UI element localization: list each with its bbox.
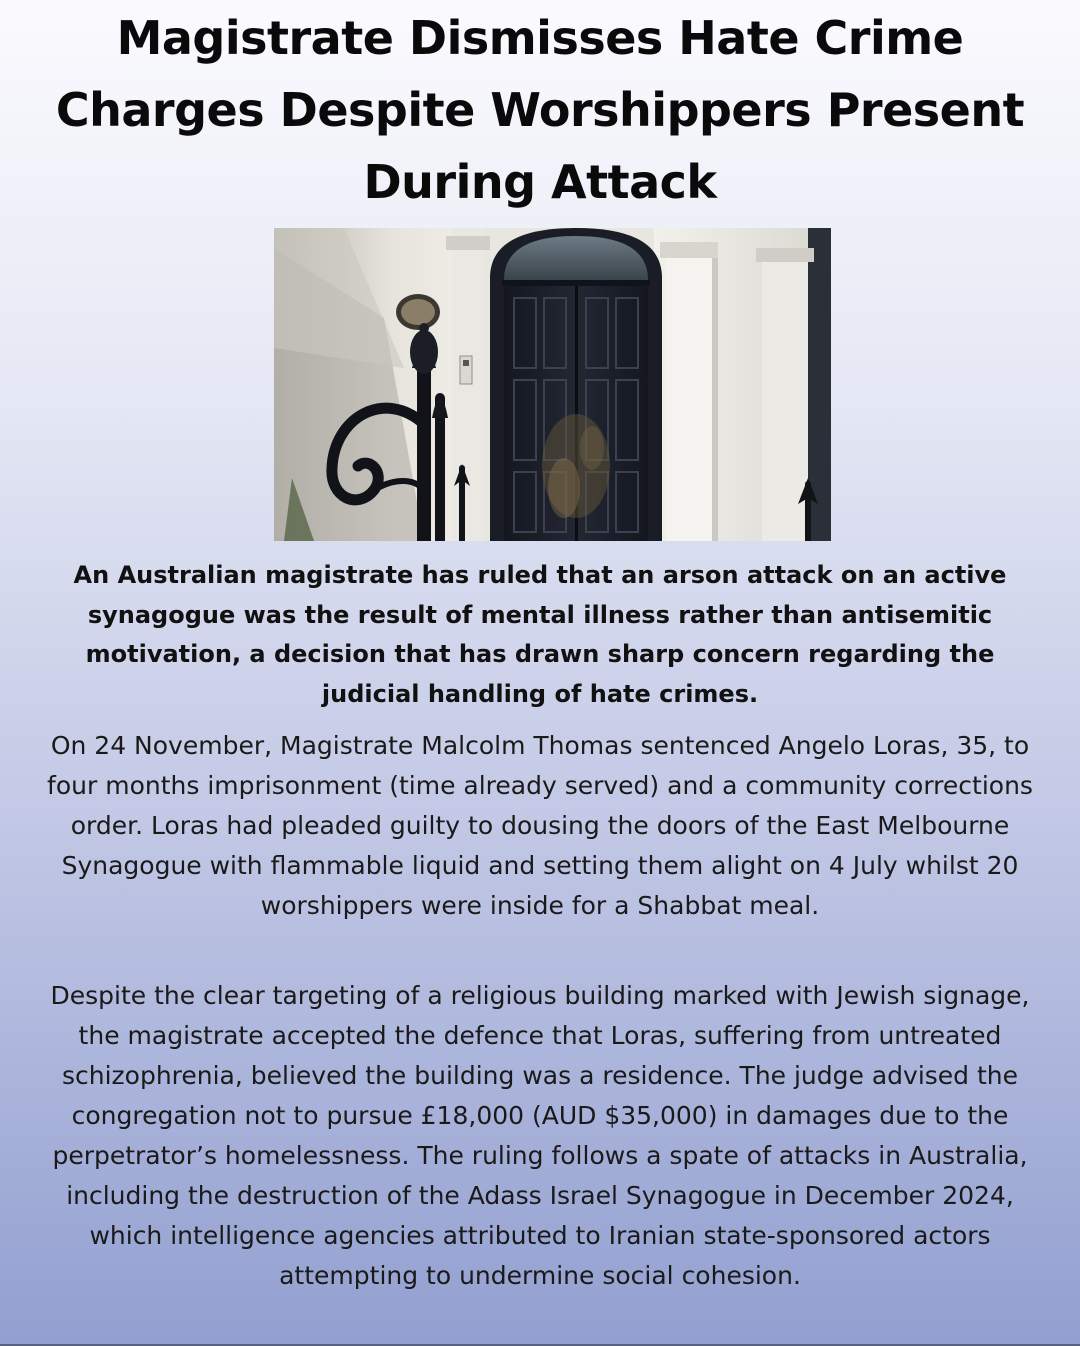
synagogue-door-photo: [274, 228, 831, 541]
article-paragraph: On 24 November, Magistrate Malcolm Thomas sentenced Angelo Loras, 35, to four months imprisonment (time already served) and a community corrections order. Loras had pleaded guilty to dousing the doors of the East Melbourne Synagogue with flammable liquid and setting them alight on 4 July whilst 20 worshippers were inside for a Shabbat meal.: [47, 731, 1033, 920]
article-lede: An Australian magistrate has ruled that an arson attack on an active synagogue was the result of mental illness rather than antisemitic motivation, a decision that has drawn sharp concern regarding the judicial handling of hate crimes.: [73, 561, 1007, 708]
headline: Magistrate Dismisses Hate Crime Charges Despite Worshippers Present During Attack: [55, 11, 1025, 209]
article-paragraph: Despite the clear targeting of a religious building marked with Jewish signage, the magistrate accepted the defence that Loras, suffering from untreated schizophrenia, believed the building was a residence. The judge advised the congregation not to pursue £18,000 (AUD $35,000) in damages due to the perpetrator’s homelessness. The ruling follows a spate of attacks in Australia, including the destruction of the Adass Israel Synagogue in December 2024, which intelligence agencies attributed to Iranian state-sponsored actors attempting to undermine social cohesion.: [50, 981, 1030, 1290]
